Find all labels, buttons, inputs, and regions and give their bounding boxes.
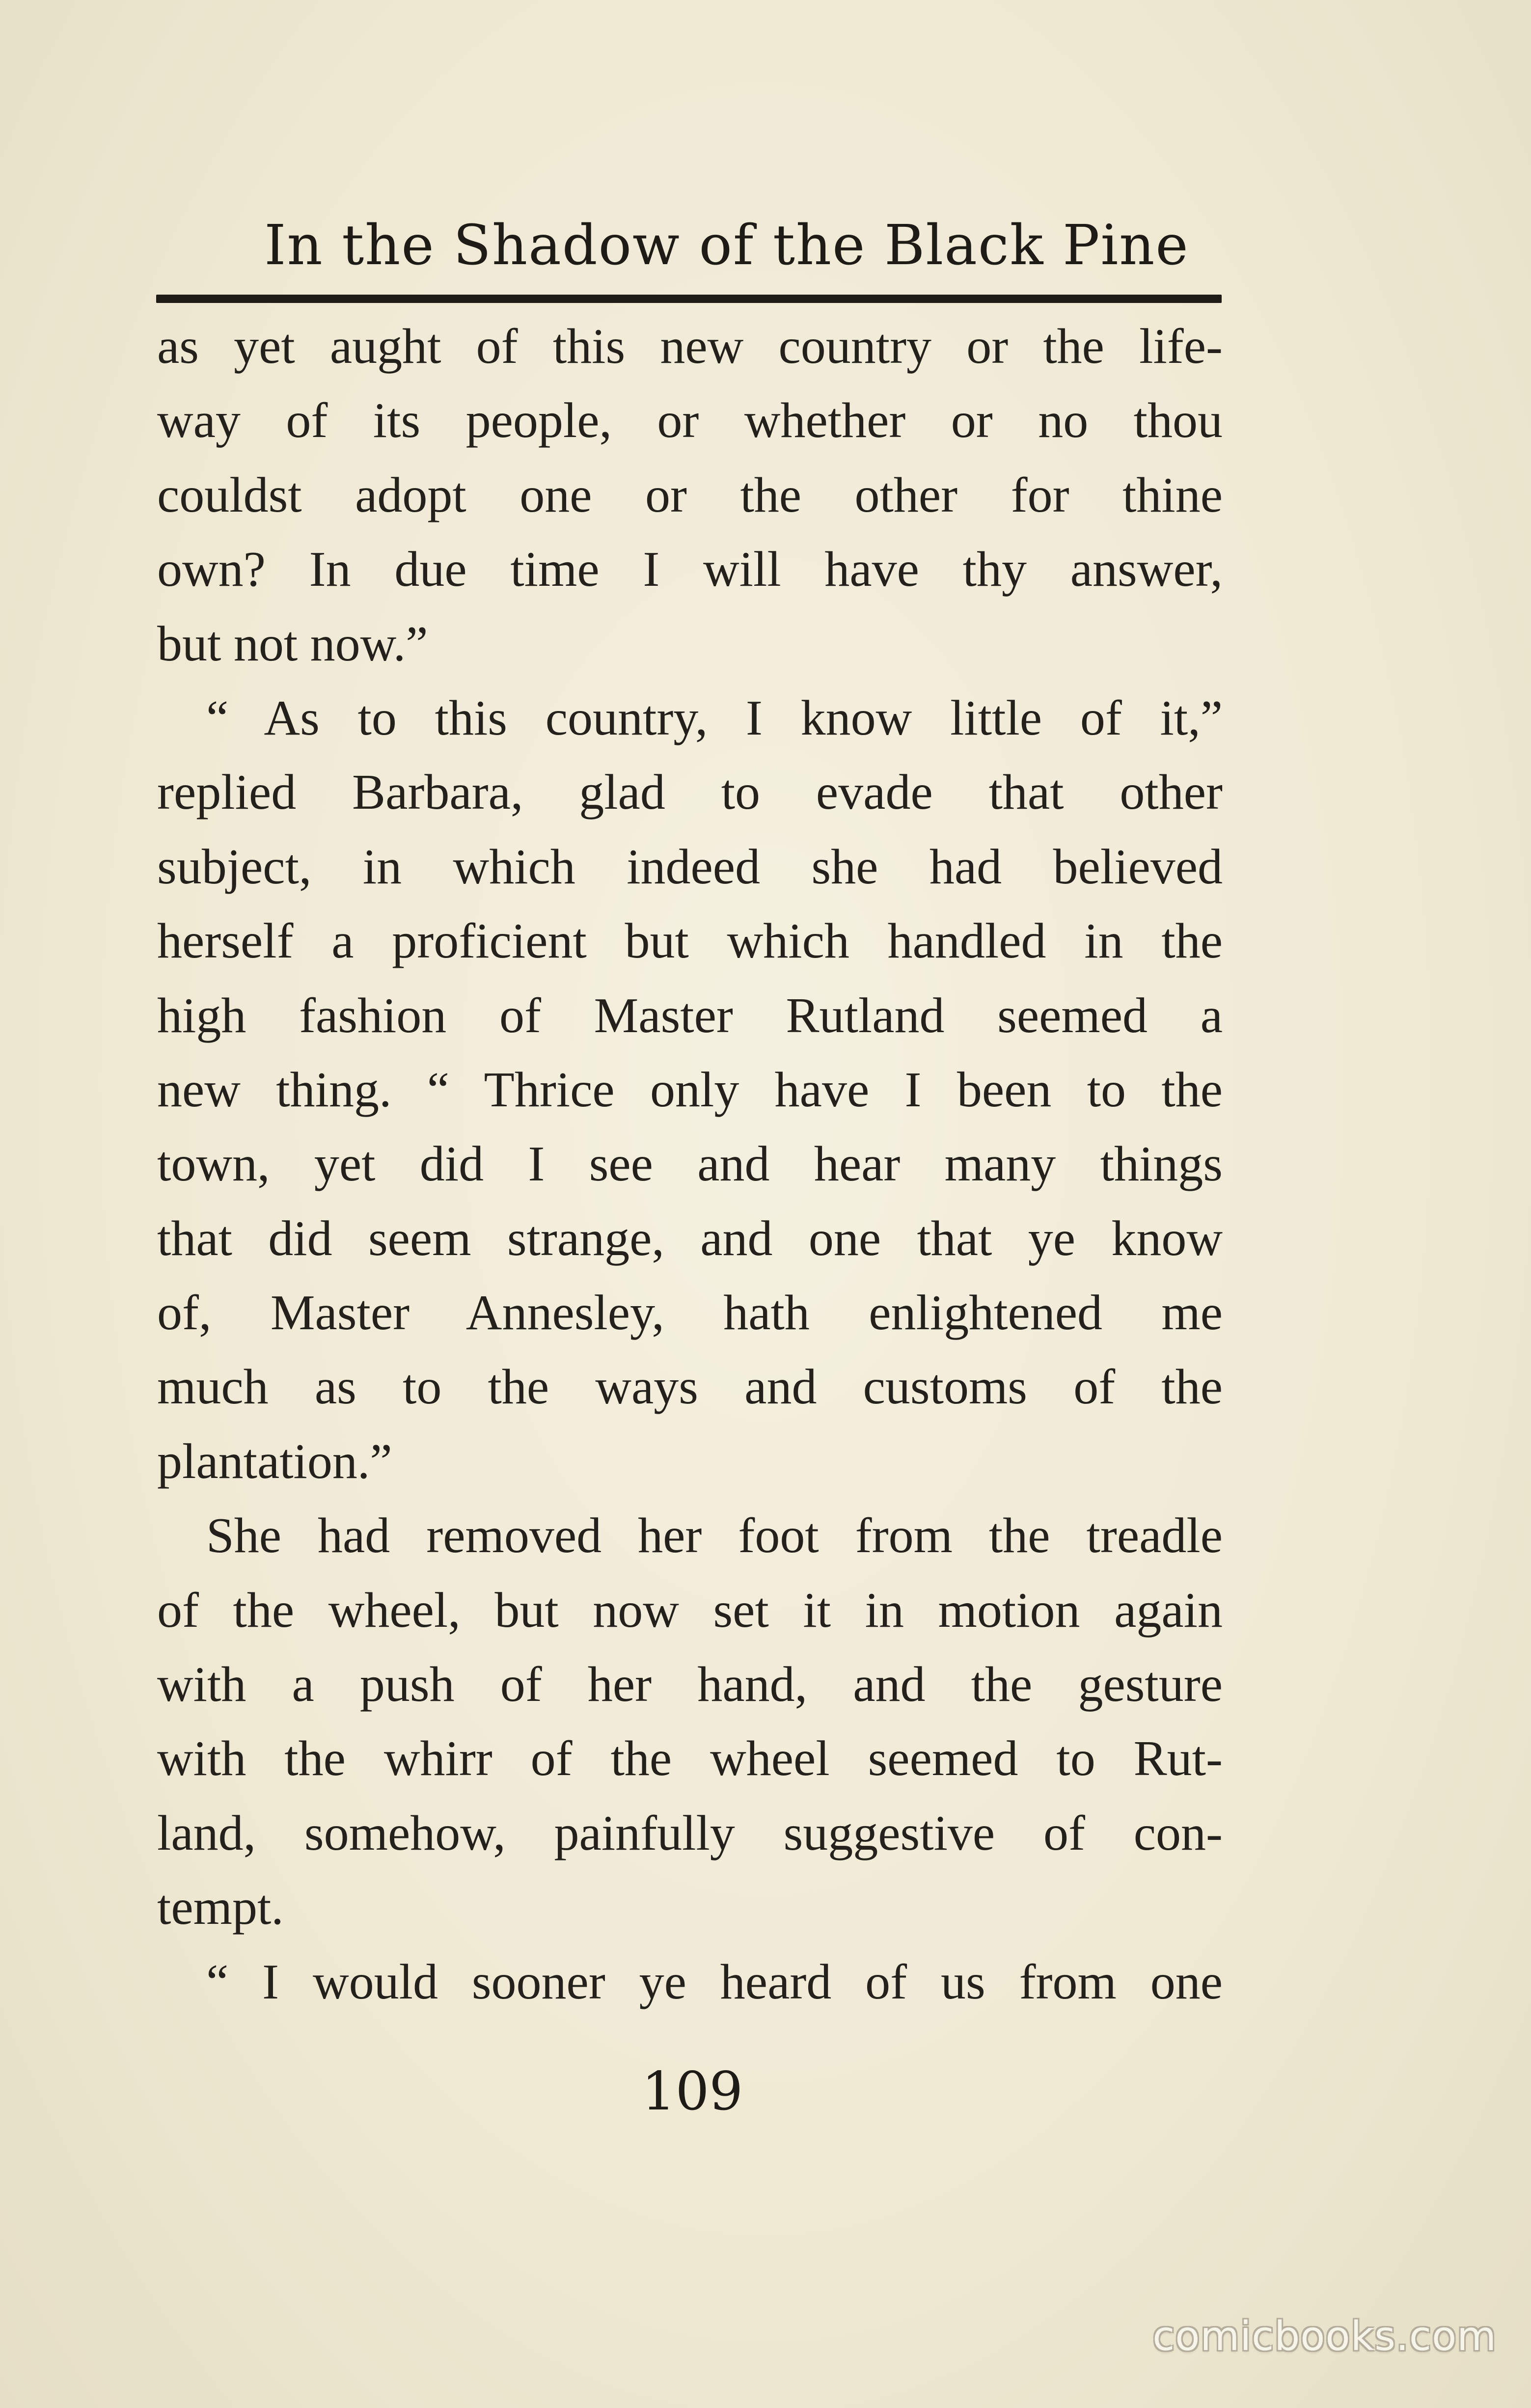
text-line: with the whirr of the wheel seemed to Rut- bbox=[157, 1731, 1223, 1787]
text-line: of, Master Annesley, hath enlightened me bbox=[157, 1285, 1223, 1341]
body-text bbox=[157, 309, 1223, 2019]
running-head: In the Shadow of the Black Pine bbox=[264, 214, 1189, 277]
text-line: but not now.” bbox=[157, 616, 428, 672]
text-line: land, somehow, painfully suggestive of con- bbox=[157, 1805, 1223, 1861]
text-line: replied Barbara, glad to evade that other bbox=[157, 765, 1223, 821]
text-line: “ I would sooner ye heard of us from one bbox=[206, 1954, 1223, 2010]
text-line: subject, in which indeed she had believed bbox=[157, 839, 1223, 895]
watermark: comicbooks.com bbox=[1152, 2313, 1497, 2360]
text-line: new thing. “ Thrice only have I been to the bbox=[157, 1062, 1223, 1118]
text-line: of the wheel, but now set it in motion again bbox=[157, 1582, 1223, 1638]
text-line: much as to the ways and customs of the bbox=[157, 1359, 1223, 1415]
text-line: with a push of her hand, and the gesture bbox=[157, 1657, 1223, 1713]
header-rule bbox=[156, 295, 1222, 303]
text-line: herself a proficient but which handled in the bbox=[157, 913, 1223, 969]
text-line: that did seem strange, and one that ye know bbox=[157, 1210, 1223, 1266]
text-line: town, yet did I see and hear many things bbox=[157, 1136, 1223, 1192]
page-number: 109 bbox=[641, 2061, 743, 2122]
text-line: “ As to this country, I know little of it,” bbox=[206, 690, 1223, 746]
text-line: couldst adopt one or the other for thine bbox=[157, 467, 1223, 523]
text-line: She had removed her foot from the treadle bbox=[206, 1508, 1223, 1564]
text-line: as yet aught of this new country or the life- bbox=[157, 319, 1223, 374]
text-line: high fashion of Master Rutland seemed a bbox=[157, 987, 1223, 1043]
text-line: way of its people, or whether or no thou bbox=[157, 393, 1223, 449]
text-line: tempt. bbox=[157, 1880, 284, 1936]
text-line: plantation.” bbox=[157, 1433, 392, 1489]
text-line: own? In due time I will have thy answer, bbox=[157, 542, 1223, 598]
